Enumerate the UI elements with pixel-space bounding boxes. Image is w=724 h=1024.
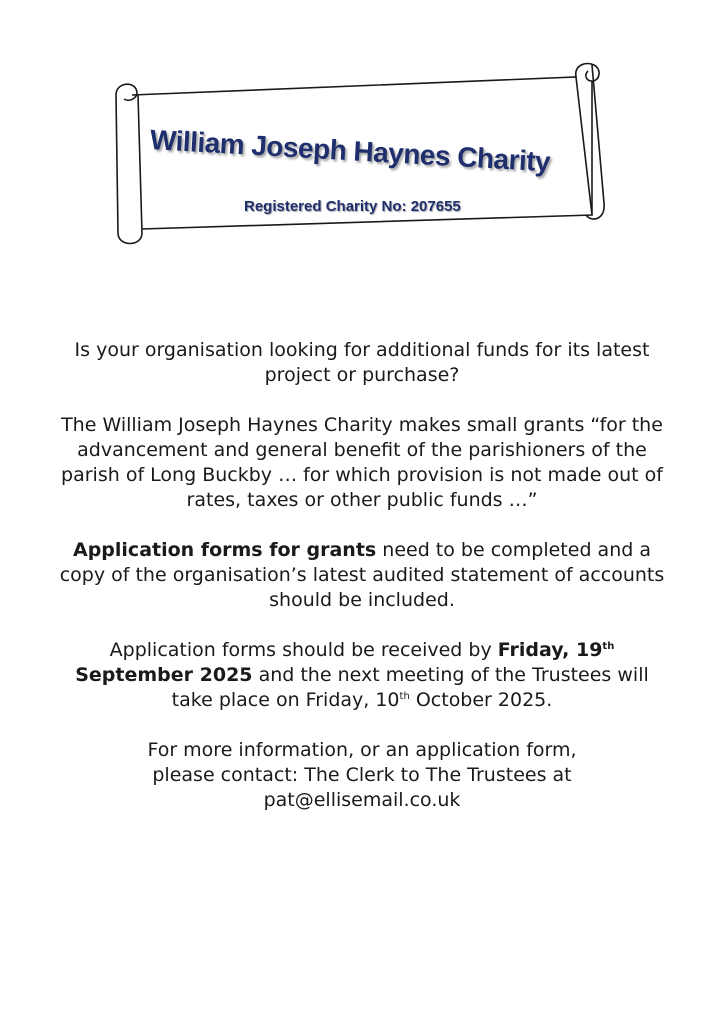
charity-title: William Joseph Haynes Charity xyxy=(149,124,551,178)
forms-bold-text: Application forms for grants xyxy=(73,539,377,561)
purpose-paragraph: The William Joseph Haynes Charity makes small grants “for the advancement and general benefit of the parishioners of the parish of Long Buckby … for which provision is not made out of rates, taxes or other public funds …” xyxy=(61,414,663,511)
contact-line-2: please contact: The Clerk to The Trustees at xyxy=(152,764,572,786)
registered-charity-number: Registered Charity No: 207655 xyxy=(244,198,461,215)
page-body xyxy=(56,338,668,838)
deadline-pre-text: Application forms should be received by xyxy=(109,639,498,661)
contact-email[interactable]: pat@ellisemail.co.uk xyxy=(263,789,461,811)
forms-rest-text: need to be completed and a copy of the organisation’s latest audited statement of accounts should be included. xyxy=(59,539,665,611)
intro-paragraph: Is your organisation looking for additional funds for its latest project or purchase? xyxy=(74,339,650,386)
meeting-text: and the next meeting of the Trustees will take place on Friday, 10 xyxy=(171,664,649,711)
contact-paragraph xyxy=(56,738,668,813)
deadline-date-day: Friday, 19 xyxy=(497,639,603,661)
contact-line-1: For more information, or an application form, xyxy=(147,739,577,761)
deadline-date-month-year: September 2025 xyxy=(75,664,253,686)
meeting-text-end: October 2025. xyxy=(409,689,553,711)
deadline-date-suffix: th xyxy=(602,641,615,652)
deadline-paragraph xyxy=(56,638,668,713)
meeting-date-suffix: th xyxy=(399,691,410,702)
forms-paragraph xyxy=(56,538,668,613)
